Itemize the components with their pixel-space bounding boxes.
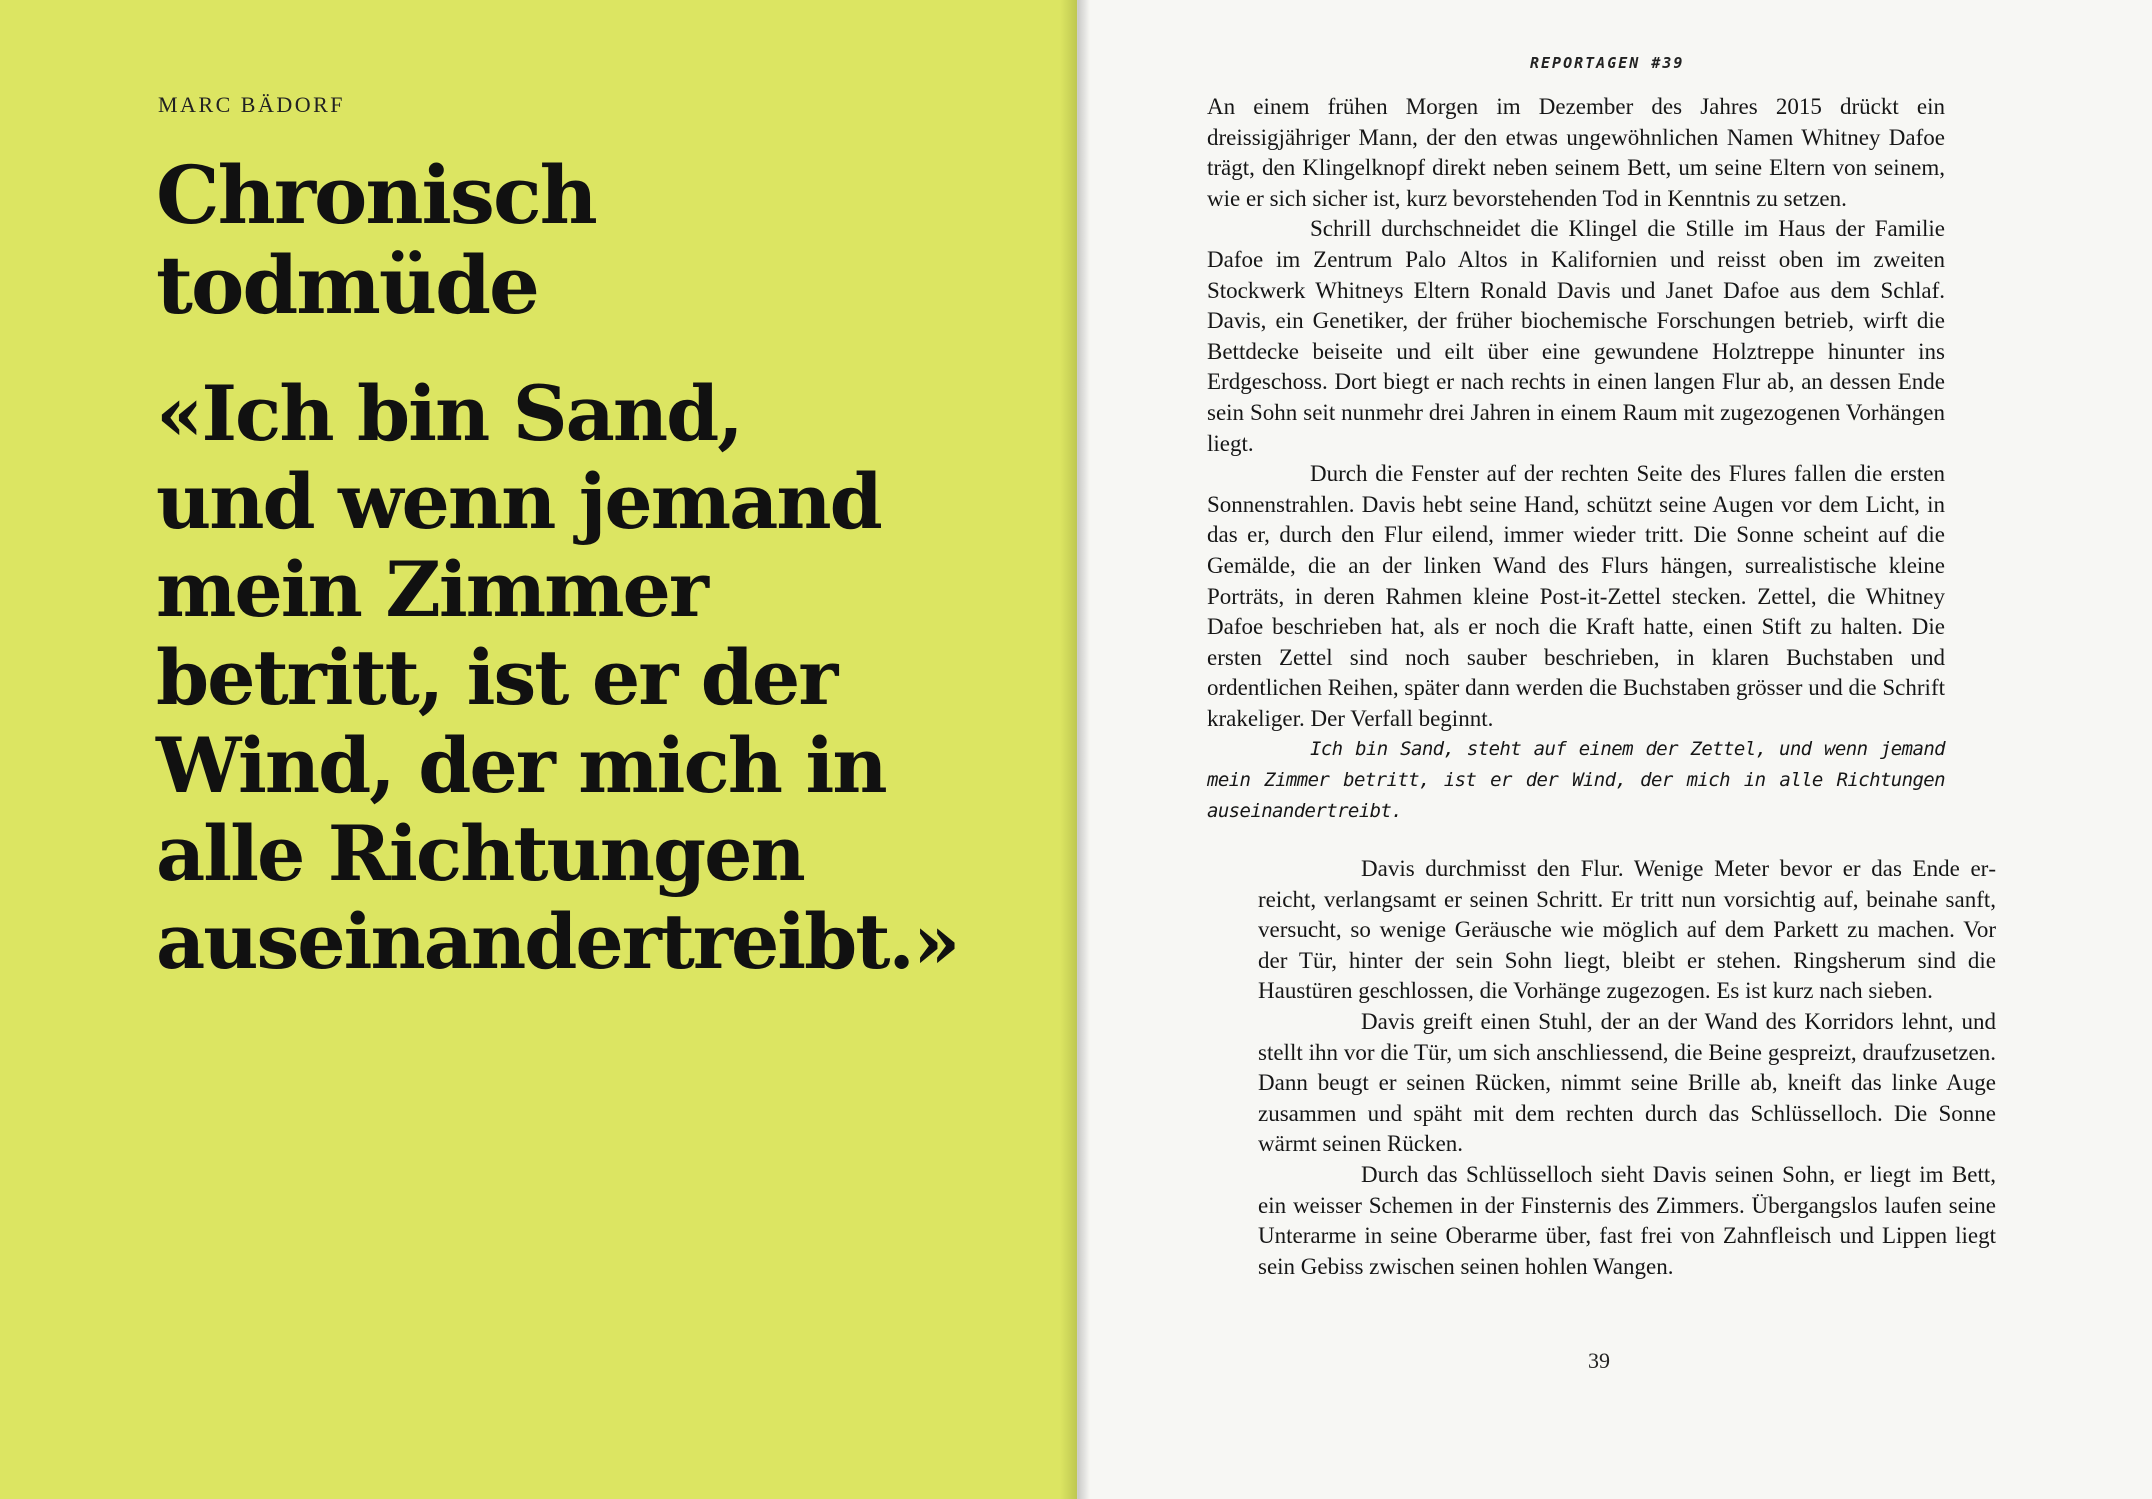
body-paragraph: An einem frühen Morgen im Dezember des Jahres 2015 drückt ein dreissigjähriger Mann, der den etwas ungewöhnlichen Namen Whitney Dafoe trägt, den Klingelknopf direkt neben seinem Bett, um seine Eltern von seinem, wie er sich sicher ist, kurz bevorstehenden Tod in Kenntnis zu setzen. xyxy=(1207,94,1945,211)
italic-quote-paragraph: Ich bin Sand, steht auf einem der Zettel, und wenn jemand mein Zimmer betritt, ist er der Wind, der mich in alle Richtungen auseinandertreibt. xyxy=(1207,738,1945,822)
pull-quote-line: Wind, der mich in xyxy=(156,721,886,810)
title-line: Chronisch xyxy=(156,148,596,242)
running-head: REPORTAGEN #39 xyxy=(1530,54,1685,72)
pull-quote-line: «Ich bin Sand, xyxy=(156,369,742,458)
body-paragraph: Schrill durchschneidet die Klingel die Stille im Haus der Familie Dafoe im Zentrum Palo Altos in Kalifornien und reisst oben im zweiten Stockwerk Whitneys Eltern Ronald Davis und Janet Dafoe aus dem Schlaf. Davis, ein Genetiker, der früher biochemische Forschungen betrieb, wirft die Bettdecke beiseite und eilt über eine gewundene Holztreppe hinunter ins Erdgeschoss. Dort biegt er nach rechts in einen langen Flur ab, an dessen Ende sein Sohn seit nunmehr drei Jahren in einem Raum mit zugezogenen Vorhängen liegt. xyxy=(1207,216,1945,456)
pull-quote-line: alle Richtungen xyxy=(156,809,804,898)
author-name: MARC BÄDORF xyxy=(158,92,346,117)
body-paragraph: Durch die Fenster auf der rechten Seite des Flures fallen die ersten Sonnenstrahlen. Davis hebt seine Hand, schützt seine Augen vor dem Licht, in das er, durch den Flur eilend, immer wieder tritt. Die Sonne scheint auf die Gemälde, die an der linken Wand des Flurs hängen, surrealistische kleine Porträts, in deren Rahmen kleine Post-it-Zettel stecken. Zettel, die Whitney Dafoe beschrieben hat, als er noch die Kraft hatte, einen Stift zu halten. Die ersten Zettel sind noch sauber beschrieben, in klaren Buchstaben und ordentlichen Reihen, später dann werden die Buchstaben grösser und die Schrift krakeliger. Der Verfall beginnt. xyxy=(1207,461,1945,731)
article-title xyxy=(156,150,856,330)
body-paragraph: Davis greift einen Stuhl, der an der Wand des Korridors lehnt, und stellt ihn vor die Tür, um sich anschliessend, die Beine gespreizt, draufzusetzen. Dann beugt er seinen Rücken, nimmt seine Brille ab, kneift das linke Auge zusammen und späht mit dem rechten durch das Schlüsselloch. Die Sonne wärmt seinen Rücken. xyxy=(1258,1008,1996,1157)
body-paragraph: Durch das Schlüsselloch sieht Davis seinen Sohn, er liegt im Bett, ein weisser Schemen in der Finsternis des Zimmers. Übergangslos laufen seine Unterarme in seine Oberarme über, fast frei von Zahnfleisch und Lippen liegt sein Gebiss zwischen seinen hohlen Wangen. xyxy=(1258,1161,1996,1279)
book-gutter-shadow xyxy=(1060,0,1090,1499)
pull-quote xyxy=(156,370,1056,986)
body-column-2 xyxy=(1258,854,1996,1282)
page-number: 39 xyxy=(1588,1348,1610,1373)
pull-quote-line: mein Zimmer xyxy=(156,545,707,634)
pull-quote-line: auseinandertreibt.» xyxy=(156,897,959,986)
title-line: todmüde xyxy=(156,238,538,332)
body-paragraph: Davis durchmisst den Flur. Wenige Meter bevor er das Ende erreicht, verlangsamt er seinen Schritt. Er tritt nun vorsichtig auf, beinahe sanft, versucht, so wenige Geräusche wie möglich auf dem Parkett zu machen. Vor der Tür, hinter der sein Sohn liegt, bleibt er stehen. Ringsherum sind die Haustüren geschlossen, die Vorhänge zugezogen. Es ist kurz nach sieben. xyxy=(1258,856,1996,1004)
pull-quote-line: und wenn jemand xyxy=(156,457,881,546)
body-column-1 xyxy=(1207,92,1945,826)
pull-quote-line: betritt, ist er der xyxy=(156,633,837,722)
